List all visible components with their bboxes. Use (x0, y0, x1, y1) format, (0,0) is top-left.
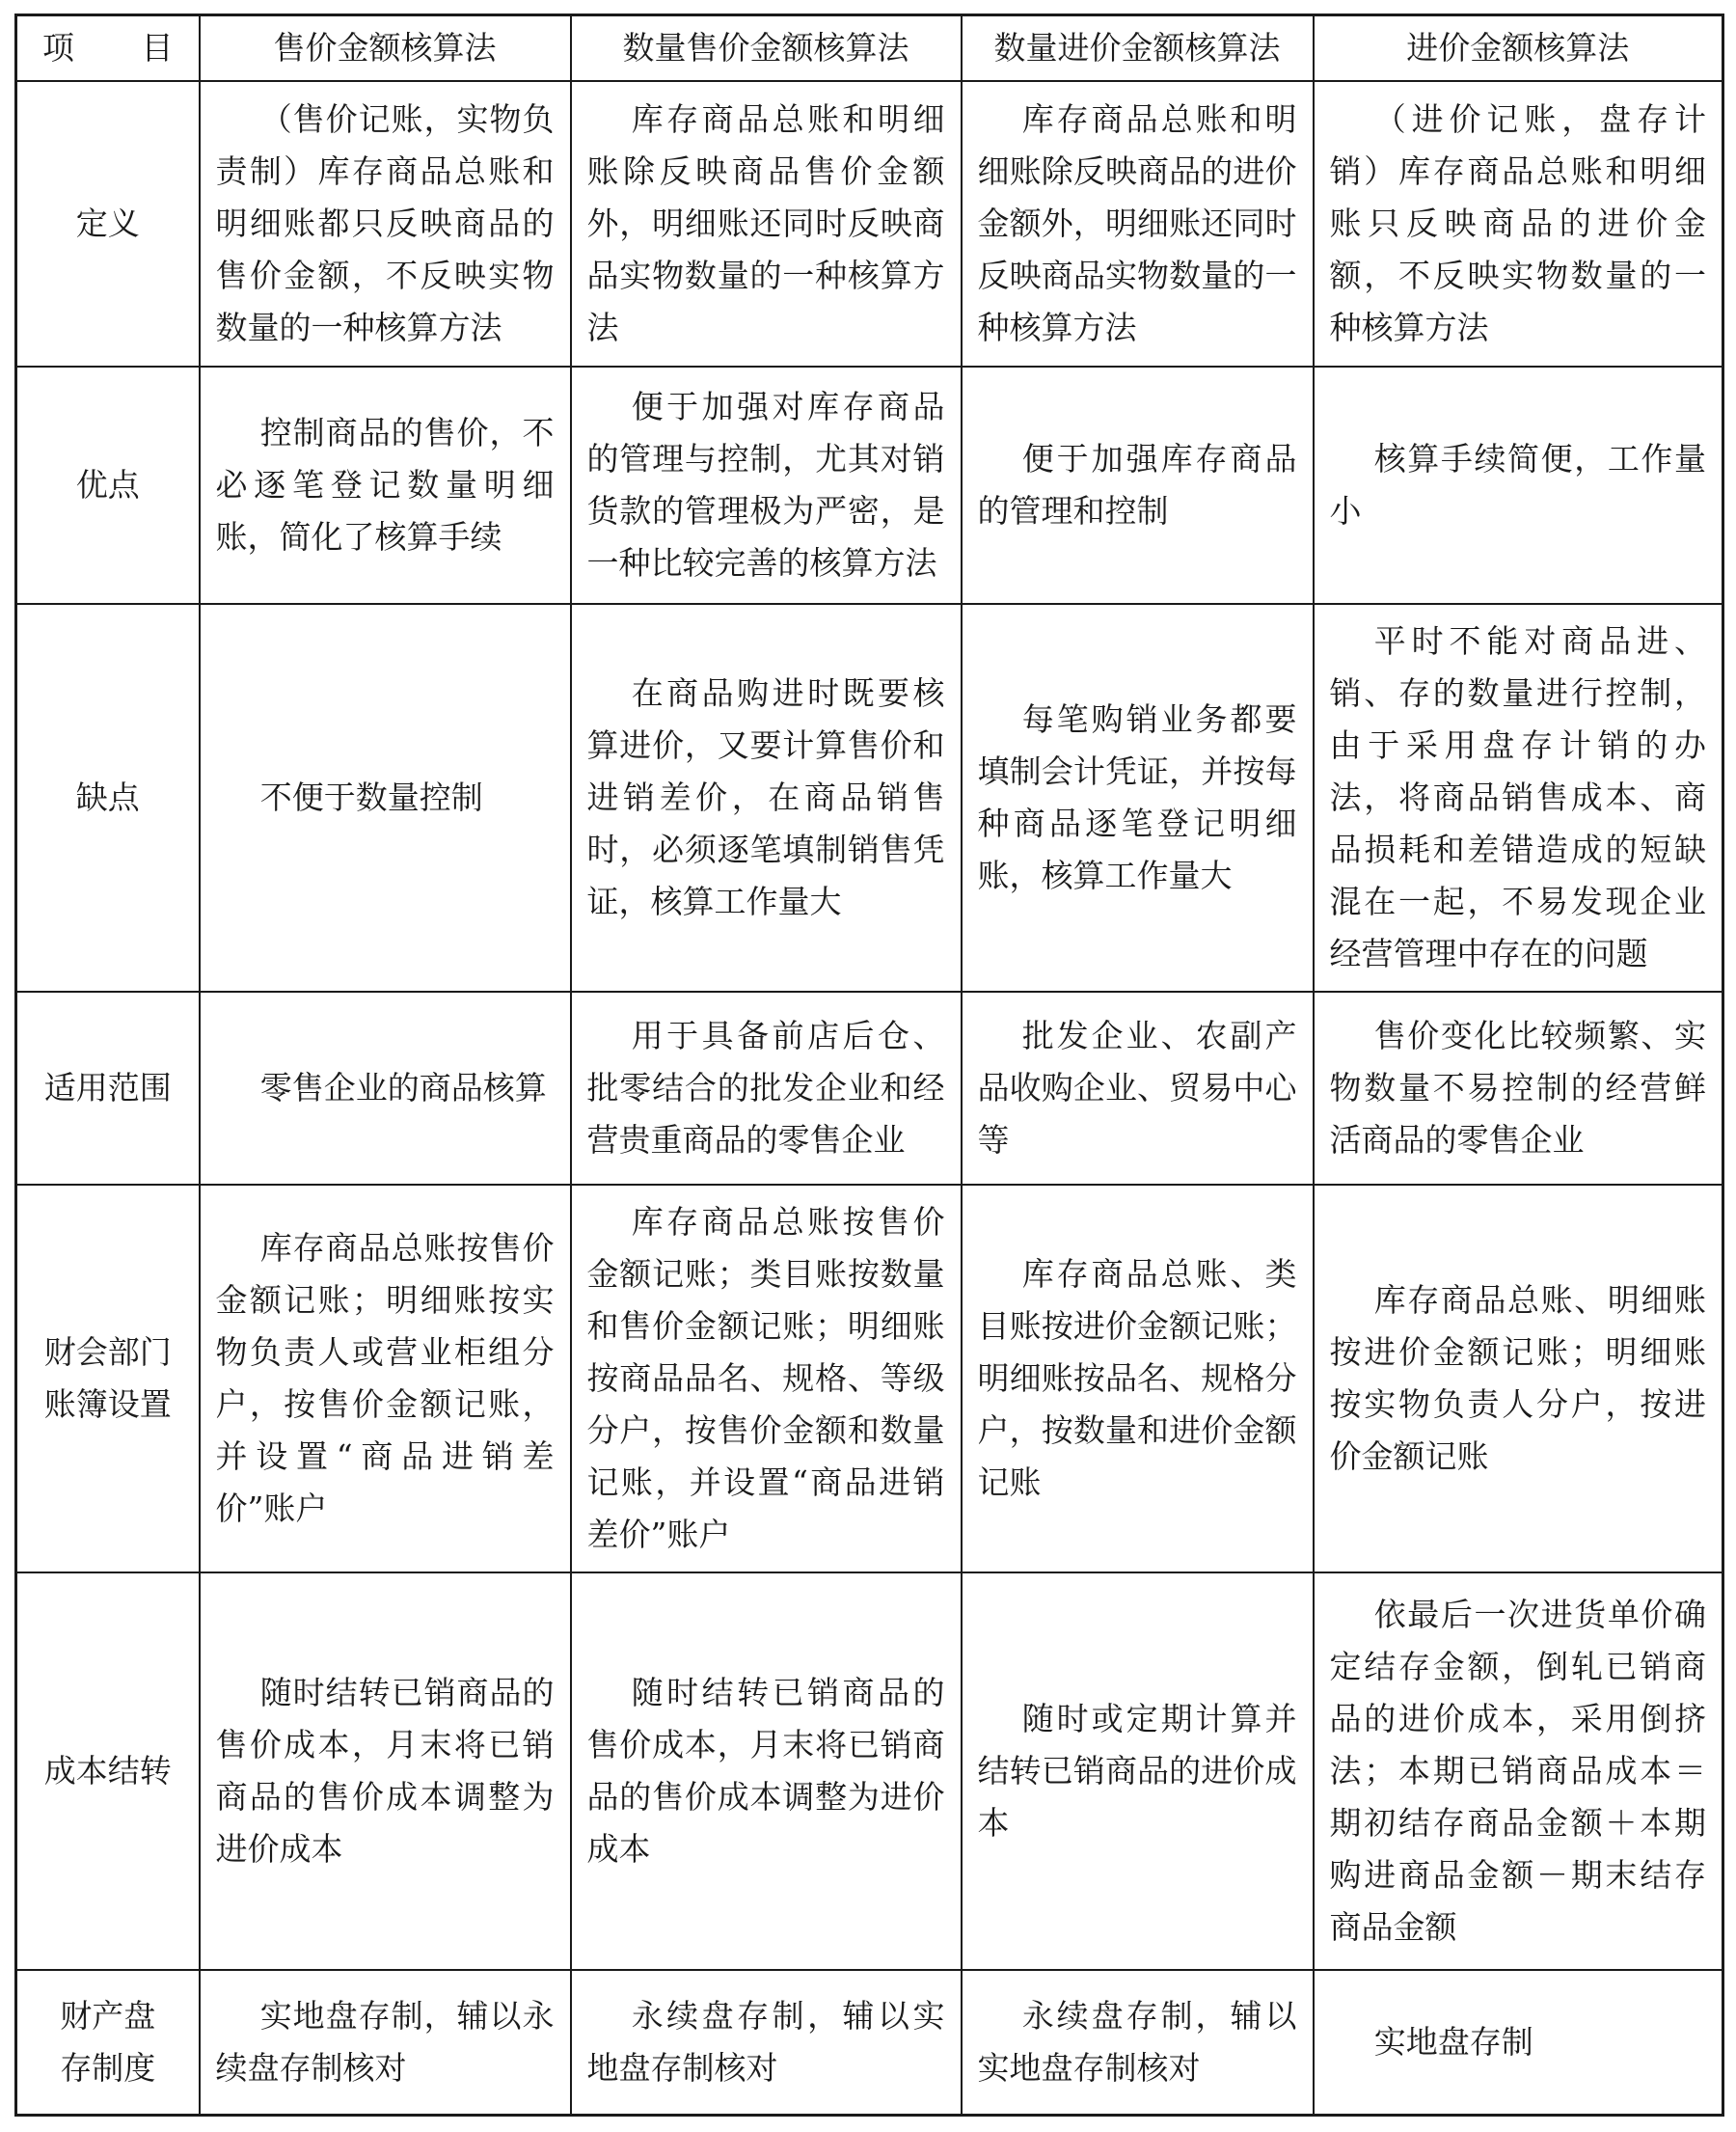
header-method-2: 数量售价金额核算法 (571, 15, 962, 81)
comparison-table (14, 14, 1724, 2117)
row-inventory-system (16, 1970, 1723, 2116)
row-label-text: 优点 (75, 465, 140, 504)
row-label-line-1: 财会部门 (43, 1333, 172, 1372)
cell-method-3: 库存商品总账、类目账按进价金额记账；明细账按品名、规格分户，按数量和进价金额记账 (962, 1185, 1314, 1572)
row-label-text: 适用范围 (43, 1068, 172, 1107)
cell-method-1: 零售企业的商品核算 (200, 992, 571, 1186)
row-label (16, 992, 200, 1186)
cell-method-1: （售价记账，实物负责制）库存商品总账和明细账都只反映商品的售价金额，不反映实物数量的一种核算方法 (200, 81, 571, 367)
cell-method-2: 在商品购进时既要核算进价，又要计算售价和进销差价，在商品销售时，必须逐笔填制销售凭证，核算工作量大 (571, 604, 962, 992)
row-advantages (16, 367, 1723, 604)
cell-method-4: 核算手续简便，工作量小 (1314, 367, 1723, 604)
cell-method-3: 库存商品总账和明细账除反映商品的进价金额外，明细账还同时反映商品实物数量的一种核算方法 (962, 81, 1314, 367)
row-label (16, 1970, 200, 2116)
header-method-1: 售价金额核算法 (200, 15, 571, 81)
row-label (16, 367, 200, 604)
row-label-line-2: 存制度 (60, 2048, 156, 2087)
cell-method-2: 便于加强对库存商品的管理与控制，尤其对销货款的管理极为严密，是一种比较完善的核算方法 (571, 367, 962, 604)
cell-method-1: 不便于数量控制 (200, 604, 571, 992)
cell-method-1: 控制商品的售价，不必逐笔登记数量明细账，简化了核算手续 (200, 367, 571, 604)
row-scope (16, 992, 1723, 1186)
cell-method-3: 随时或定期计算并结转已销商品的进价成本 (962, 1572, 1314, 1970)
cell-method-4: 平时不能对商品进、销、存的数量进行控制，由于采用盘存计销的办法，将商品销售成本、商品损耗和差错造成的短缺混在一起，不易发现企业经营管理中存在的问题 (1314, 604, 1723, 992)
cell-method-4: （进价记账，盘存计销）库存商品总账和明细账只反映商品的进价金额，不反映实物数量的一种核算方法 (1314, 81, 1723, 367)
cell-method-2: 永续盘存制，辅以实地盘存制核对 (571, 1970, 962, 2116)
header-item (16, 15, 200, 81)
cell-method-4: 依最后一次进货单价确定结存金额，倒轧已销商品的进价成本，采用倒挤法；本期已销商品成本＝期初结存商品金额＋本期购进商品金额－期末结存商品金额 (1314, 1572, 1723, 1970)
cell-method-2: 库存商品总账和明细账除反映商品售价金额外，明细账还同时反映商品实物数量的一种核算方法 (571, 81, 962, 367)
cell-method-3: 永续盘存制，辅以实地盘存制核对 (962, 1970, 1314, 2116)
cell-method-2: 库存商品总账按售价金额记账；类目账按数量和售价金额记账；明细账按商品品名、规格、等级分户，按售价金额和数量记账，并设置“商品进销差价”账户 (571, 1185, 962, 1572)
header-row (16, 15, 1723, 81)
cell-method-2: 用于具备前店后仓、批零结合的批发企业和经营贵重商品的零售企业 (571, 992, 962, 1186)
cell-method-4: 实地盘存制 (1314, 1970, 1723, 2116)
row-label (16, 1572, 200, 1970)
cell-method-1: 随时结转已销商品的售价成本，月末将已销商品的售价成本调整为进价成本 (200, 1572, 571, 1970)
row-label (16, 604, 200, 992)
row-cost-transfer (16, 1572, 1723, 1970)
header-item-char-1: 项 (42, 28, 74, 67)
row-label-line-1: 财产盘 (60, 1996, 156, 2035)
header-method-4: 进价金额核算法 (1314, 15, 1723, 81)
cell-method-1: 库存商品总账按售价金额记账；明细账按实物负责人或营业柜组分户，按售价金额记账，并设置“商品进销差价”账户 (200, 1185, 571, 1572)
header-method-3: 数量进价金额核算法 (962, 15, 1314, 81)
row-disadvantages (16, 604, 1723, 992)
cell-method-4: 售价变化比较频繁、实物数量不易控制的经营鲜活商品的零售企业 (1314, 992, 1723, 1186)
row-definition (16, 81, 1723, 367)
cell-method-1: 实地盘存制，辅以永续盘存制核对 (200, 1970, 571, 2116)
cell-method-3: 便于加强库存商品的管理和控制 (962, 367, 1314, 604)
row-label (16, 1185, 200, 1572)
row-label-text: 缺点 (75, 778, 140, 816)
row-label-text: 成本结转 (43, 1751, 172, 1790)
row-label-line-2: 账簿设置 (43, 1385, 172, 1424)
row-ledger-setup (16, 1185, 1723, 1572)
row-label-text: 定义 (75, 204, 140, 242)
cell-method-4: 库存商品总账、明细账按进价金额记账；明细账按实物负责人分户，按进价金额记账 (1314, 1185, 1723, 1572)
header-item-char-2: 目 (141, 28, 174, 67)
row-label (16, 81, 200, 367)
cell-method-2: 随时结转已销商品的售价成本，月末将已销商品的售价成本调整为进价成本 (571, 1572, 962, 1970)
cell-method-3: 批发企业、农副产品收购企业、贸易中心等 (962, 992, 1314, 1186)
cell-method-3: 每笔购销业务都要填制会计凭证，并按每种商品逐笔登记明细账，核算工作量大 (962, 604, 1314, 992)
